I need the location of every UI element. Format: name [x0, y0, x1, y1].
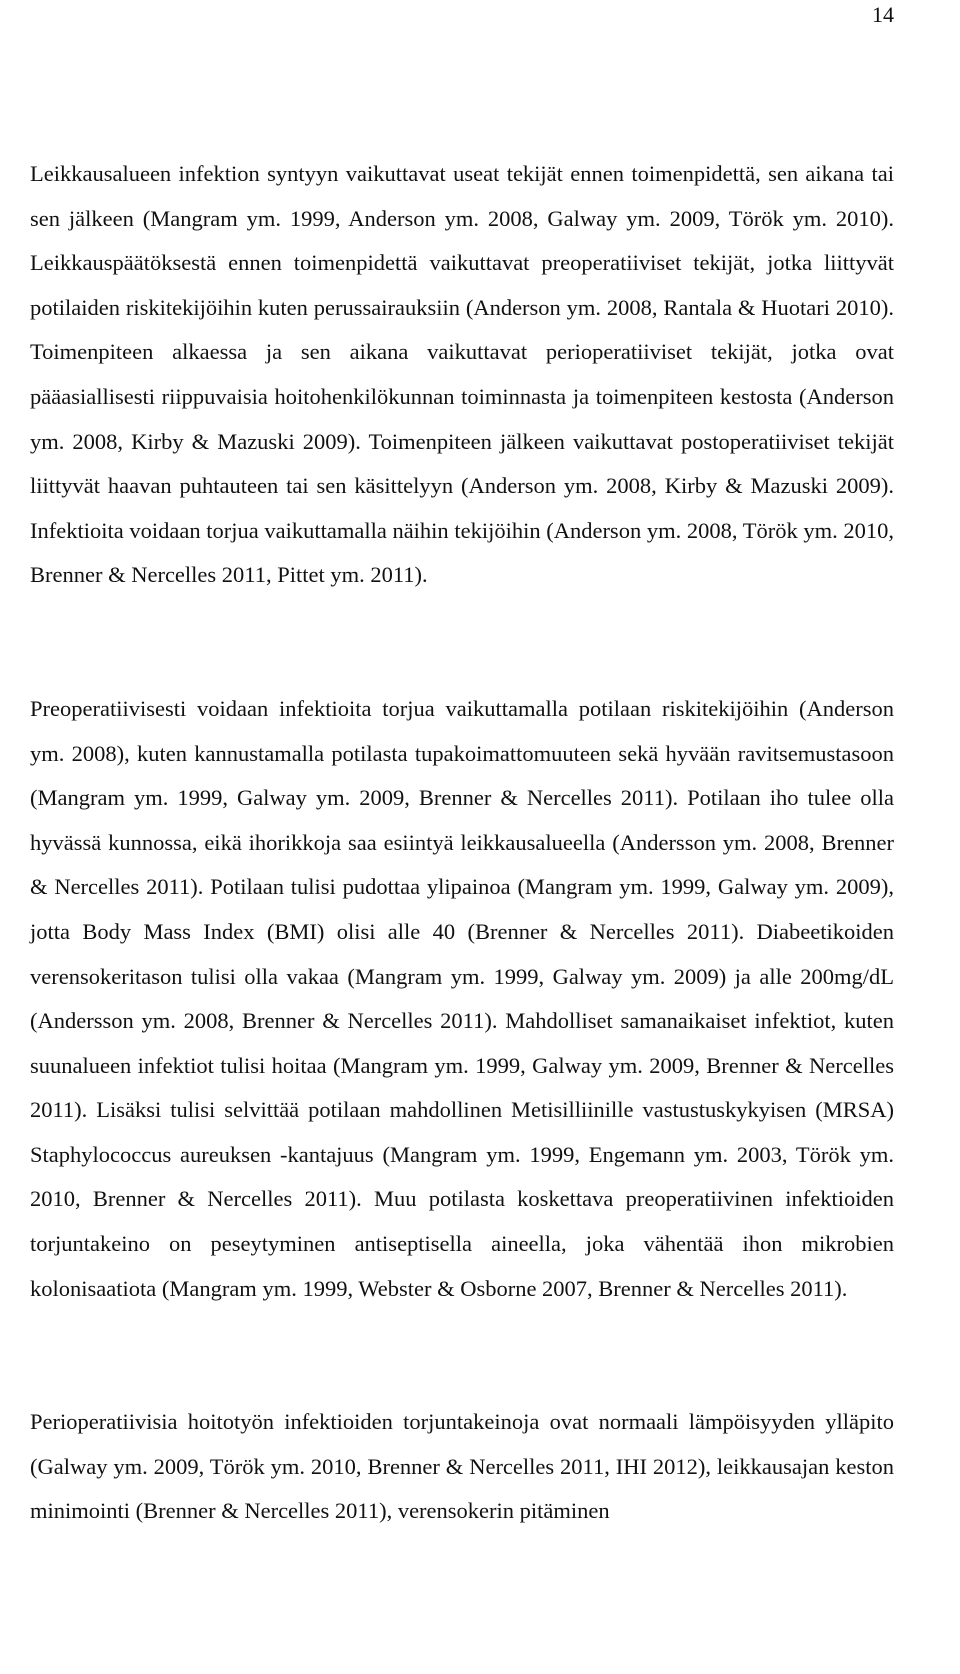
- document-body: [30, 152, 894, 1534]
- page-number: 14: [872, 2, 894, 27]
- paragraph-infection-factors: Leikkausalueen infektion syntyyn vaikuttavat useat tekijät ennen toimenpidettä, sen aikana tai sen jälkeen (Mangram ym. 1999, Anderson ym. 2008, Galway ym. 2009, Török ym. 2010). Leikkauspäätöksestä ennen toimenpidettä vaikuttavat preoperatiiviset tekijät, jotka liittyvät potilaiden riskitekijöihin kuten perussairauksiin (Anderson ym. 2008, Rantala & Huotari 2010). Toimenpiteen alkaessa ja sen aikana vaikuttavat perioperatiiviset tekijät, jotka ovat pääasiallisesti riippuvaisia hoitohenkilökunnan toiminnasta ja toimenpiteen kestosta (Anderson ym. 2008, Kirby & Mazuski 2009). Toimenpiteen jälkeen vaikuttavat postoperatiiviset tekijät liittyvät haavan puhtauteen tai sen käsittelyyn (Anderson ym. 2008, Kirby & Mazuski 2009). Infektioita voidaan torjua vaikuttamalla näihin tekijöihin (Anderson ym. 2008, Török ym. 2010, Brenner & Nercelles 2011, Pittet ym. 2011).: [30, 161, 894, 588]
- paragraph-preoperative: Preoperatiivisesti voidaan infektioita torjua vaikuttamalla potilaan riskitekijöihin (Anderson ym. 2008), kuten kannustamalla potilasta tupakoimattomuuteen sekä hyvään ravitsemustasoon (Mangram ym. 1999, Galway ym. 2009, Brenner & Nercelles 2011). Potilaan iho tulee olla hyvässä kunnossa, eikä ihorikkoja saa esiintyä leikkausalueella (Andersson ym. 2008, Brenner & Nercelles 2011). Potilaan tulisi pudottaa ylipainoa (Mangram ym. 1999, Galway ym. 2009), jotta Body Mass Index (BMI) olisi alle 40 (Brenner & Nercelles 2011). Diabeetikoiden verensokeritason tulisi olla vakaa (Mangram ym. 1999, Galway ym. 2009) ja alle 200mg/dL (Andersson ym. 2008, Brenner & Nercelles 2011). Mahdolliset samanaikaiset infektiot, kuten suunalueen infektiot tulisi hoitaa (Mangram ym. 1999, Galway ym. 2009, Brenner & Nercelles 2011). Lisäksi tulisi selvittää potilaan mahdollinen Metisilliinille vastustuskykyisen (MRSA) Staphylococcus aureuksen -kantajuus (Mangram ym. 1999, Engemann ym. 2003, Török ym. 2010, Brenner & Nercelles 2011). Muu potilasta koskettava preoperatiivinen infektioiden torjuntakeino on peseytyminen antiseptisella aineella, joka vähentää ihon mikrobien kolonisaatiota (Mangram ym. 1999, Webster & Osborne 2007, Brenner & Nercelles 2011).: [30, 695, 894, 1301]
- paragraph-gap: [30, 1311, 894, 1400]
- paragraph-perioperative: Perioperatiivisia hoitotyön infektioiden torjuntakeinoja ovat normaali lämpöisyyden ylläpito (Galway ym. 2009, Török ym. 2010, Brenner & Nercelles 2011, IHI 2012), leikkausajan keston minimointi (Brenner & Nercelles 2011), verensokerin pitäminen: [30, 1409, 894, 1524]
- paragraph-gap: [30, 598, 894, 687]
